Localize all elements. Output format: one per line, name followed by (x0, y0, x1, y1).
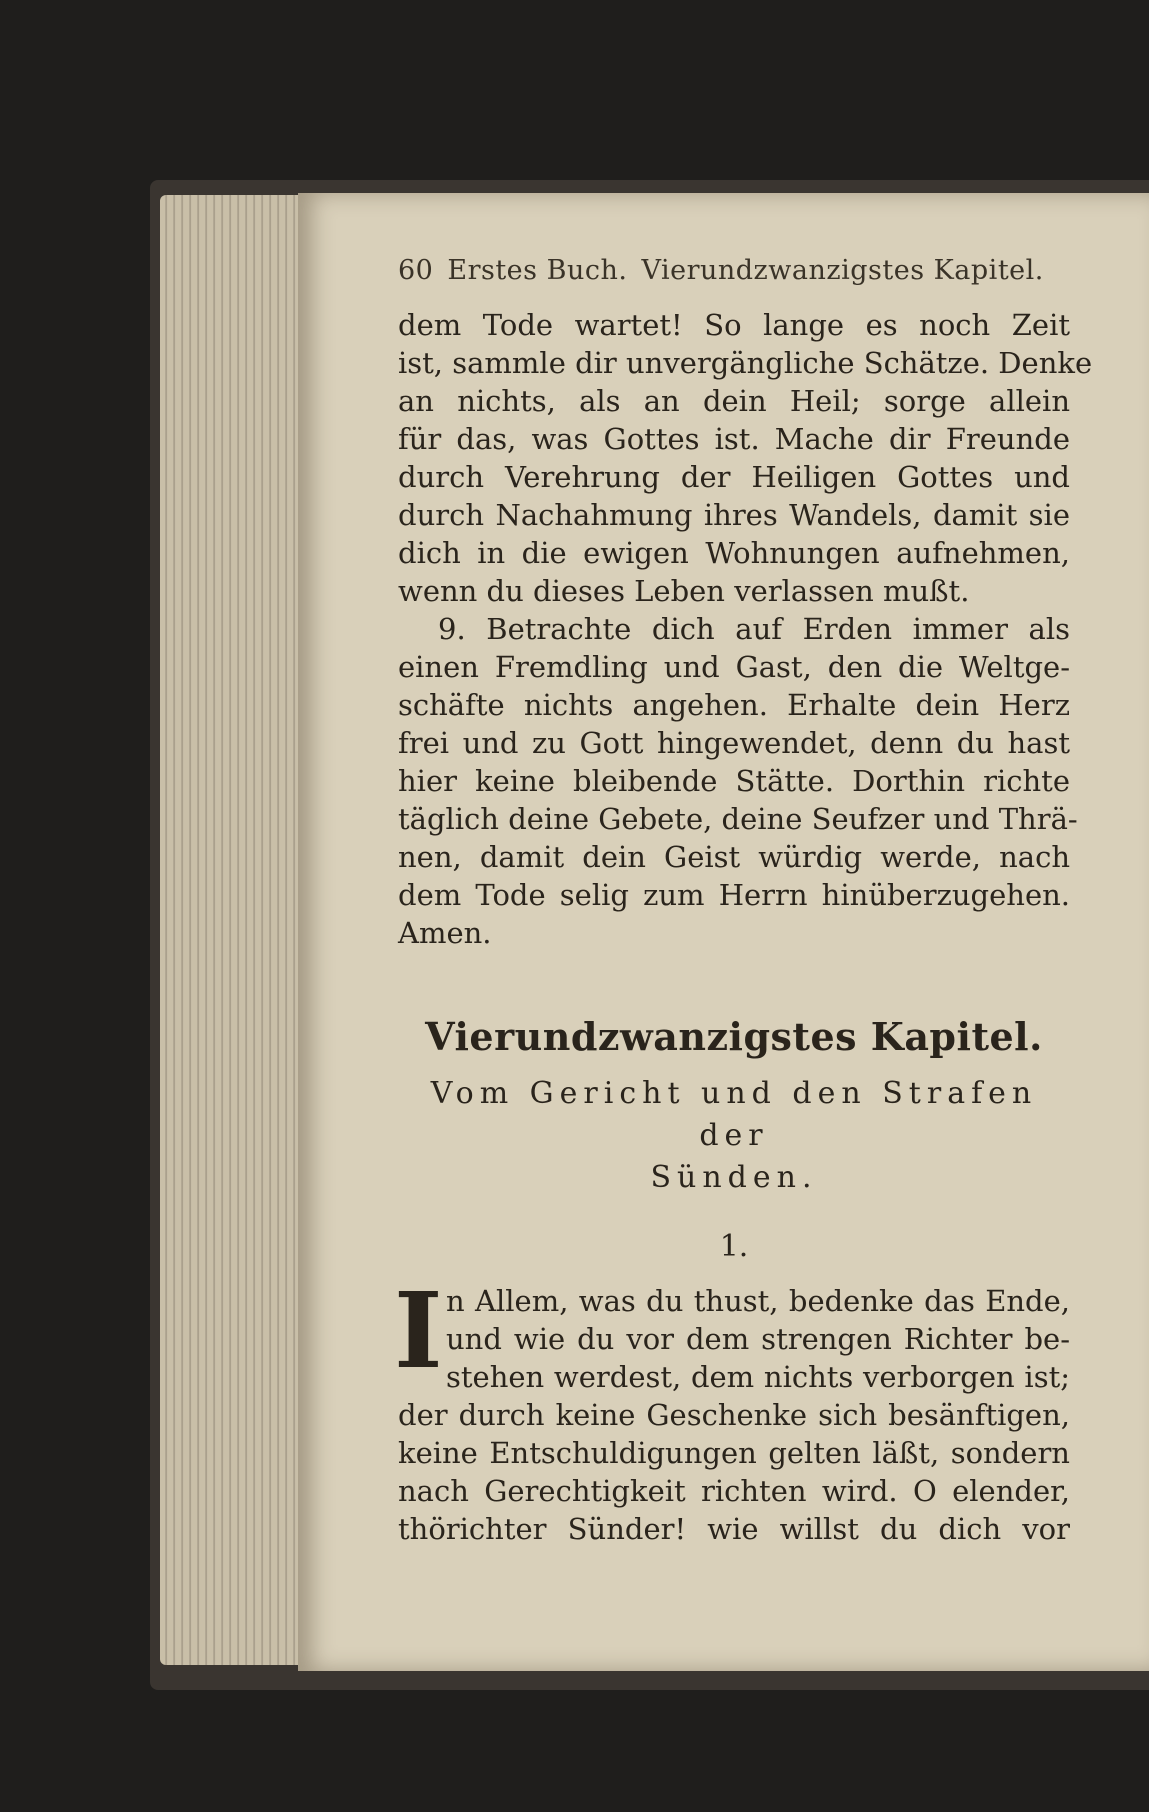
text-line: hier keine bleibende Stätte. Dorthin richte (398, 764, 1070, 798)
text-line: stehen werdest, dem nichts verborgen ist; (446, 1360, 1070, 1394)
page-number: 60 (398, 255, 434, 286)
text-line: durch Nachahmung ihres Wandels, damit sie (398, 498, 1070, 532)
drop-cap: I (394, 1269, 443, 1392)
header-book: Erstes Buch. (447, 255, 628, 286)
text-line: 9. Betrachte dich auf Erden immer als (438, 612, 1070, 646)
text-line: einen Fremdling und Gast, den die Weltge- (398, 650, 1070, 684)
page-text (394, 255, 1093, 1548)
text-line: nen, damit dein Geist würdig werde, nach (398, 840, 1070, 874)
text-line: und wie du vor dem strengen Richter be- (446, 1322, 1070, 1356)
page-edges (160, 195, 320, 1665)
text-line: Amen. (398, 916, 492, 950)
text-line: keine Entschuldigungen gelten läßt, sondern (398, 1436, 1070, 1470)
chapter-title: Vierundzwanzigstes Kapitel. (425, 1014, 1043, 1059)
chapter-subtitle (398, 1073, 1070, 1199)
text-line: für das, was Gottes ist. Mache dir Freunde (398, 422, 1070, 456)
text-line: nach Gerechtigkeit richten wird. O elender, (398, 1474, 1070, 1508)
text-line: n Allem, was du thust, bedenke das Ende, (446, 1284, 1070, 1318)
text-line: täglich deine Gebete, deine Seufzer und Thrä- (398, 802, 1078, 836)
subtitle-line: Sünden. (650, 1160, 818, 1195)
text-line: an nichts, als an dein Heil; sorge allein (398, 384, 1070, 418)
text-line: wenn du dieses Leben verlassen mußt. (398, 574, 970, 608)
text-line: dem Tode wartet! So lange es noch Zeit (398, 308, 1070, 342)
text-line: schäfte nichts angehen. Erhalte dein Herz (398, 688, 1070, 722)
text-line: frei und zu Gott hingewendet, denn du hast (398, 726, 1070, 760)
section-paragraph (394, 1269, 1070, 1548)
header-chapter: Vierundzwanzigstes Kapitel. (641, 255, 1044, 286)
text-line: ist, sammle dir unvergängliche Schätze. Denke (398, 346, 1093, 380)
subtitle-line: Vom Gericht und den Strafen der (430, 1076, 1038, 1153)
text-line: dich in die ewigen Wohnungen aufnehmen, (398, 536, 1070, 570)
section-number: 1. (719, 1229, 749, 1264)
text-line: dem Tode selig zum Herrn hinüberzugehen. (398, 878, 1070, 912)
text-line: thörichter Sünder! wie willst du dich vor (398, 1512, 1070, 1546)
text-line: durch Verehrung der Heiligen Gottes und (398, 460, 1070, 494)
running-header (398, 255, 1070, 286)
text-line: der durch keine Geschenke sich besänftigen, (398, 1398, 1070, 1432)
